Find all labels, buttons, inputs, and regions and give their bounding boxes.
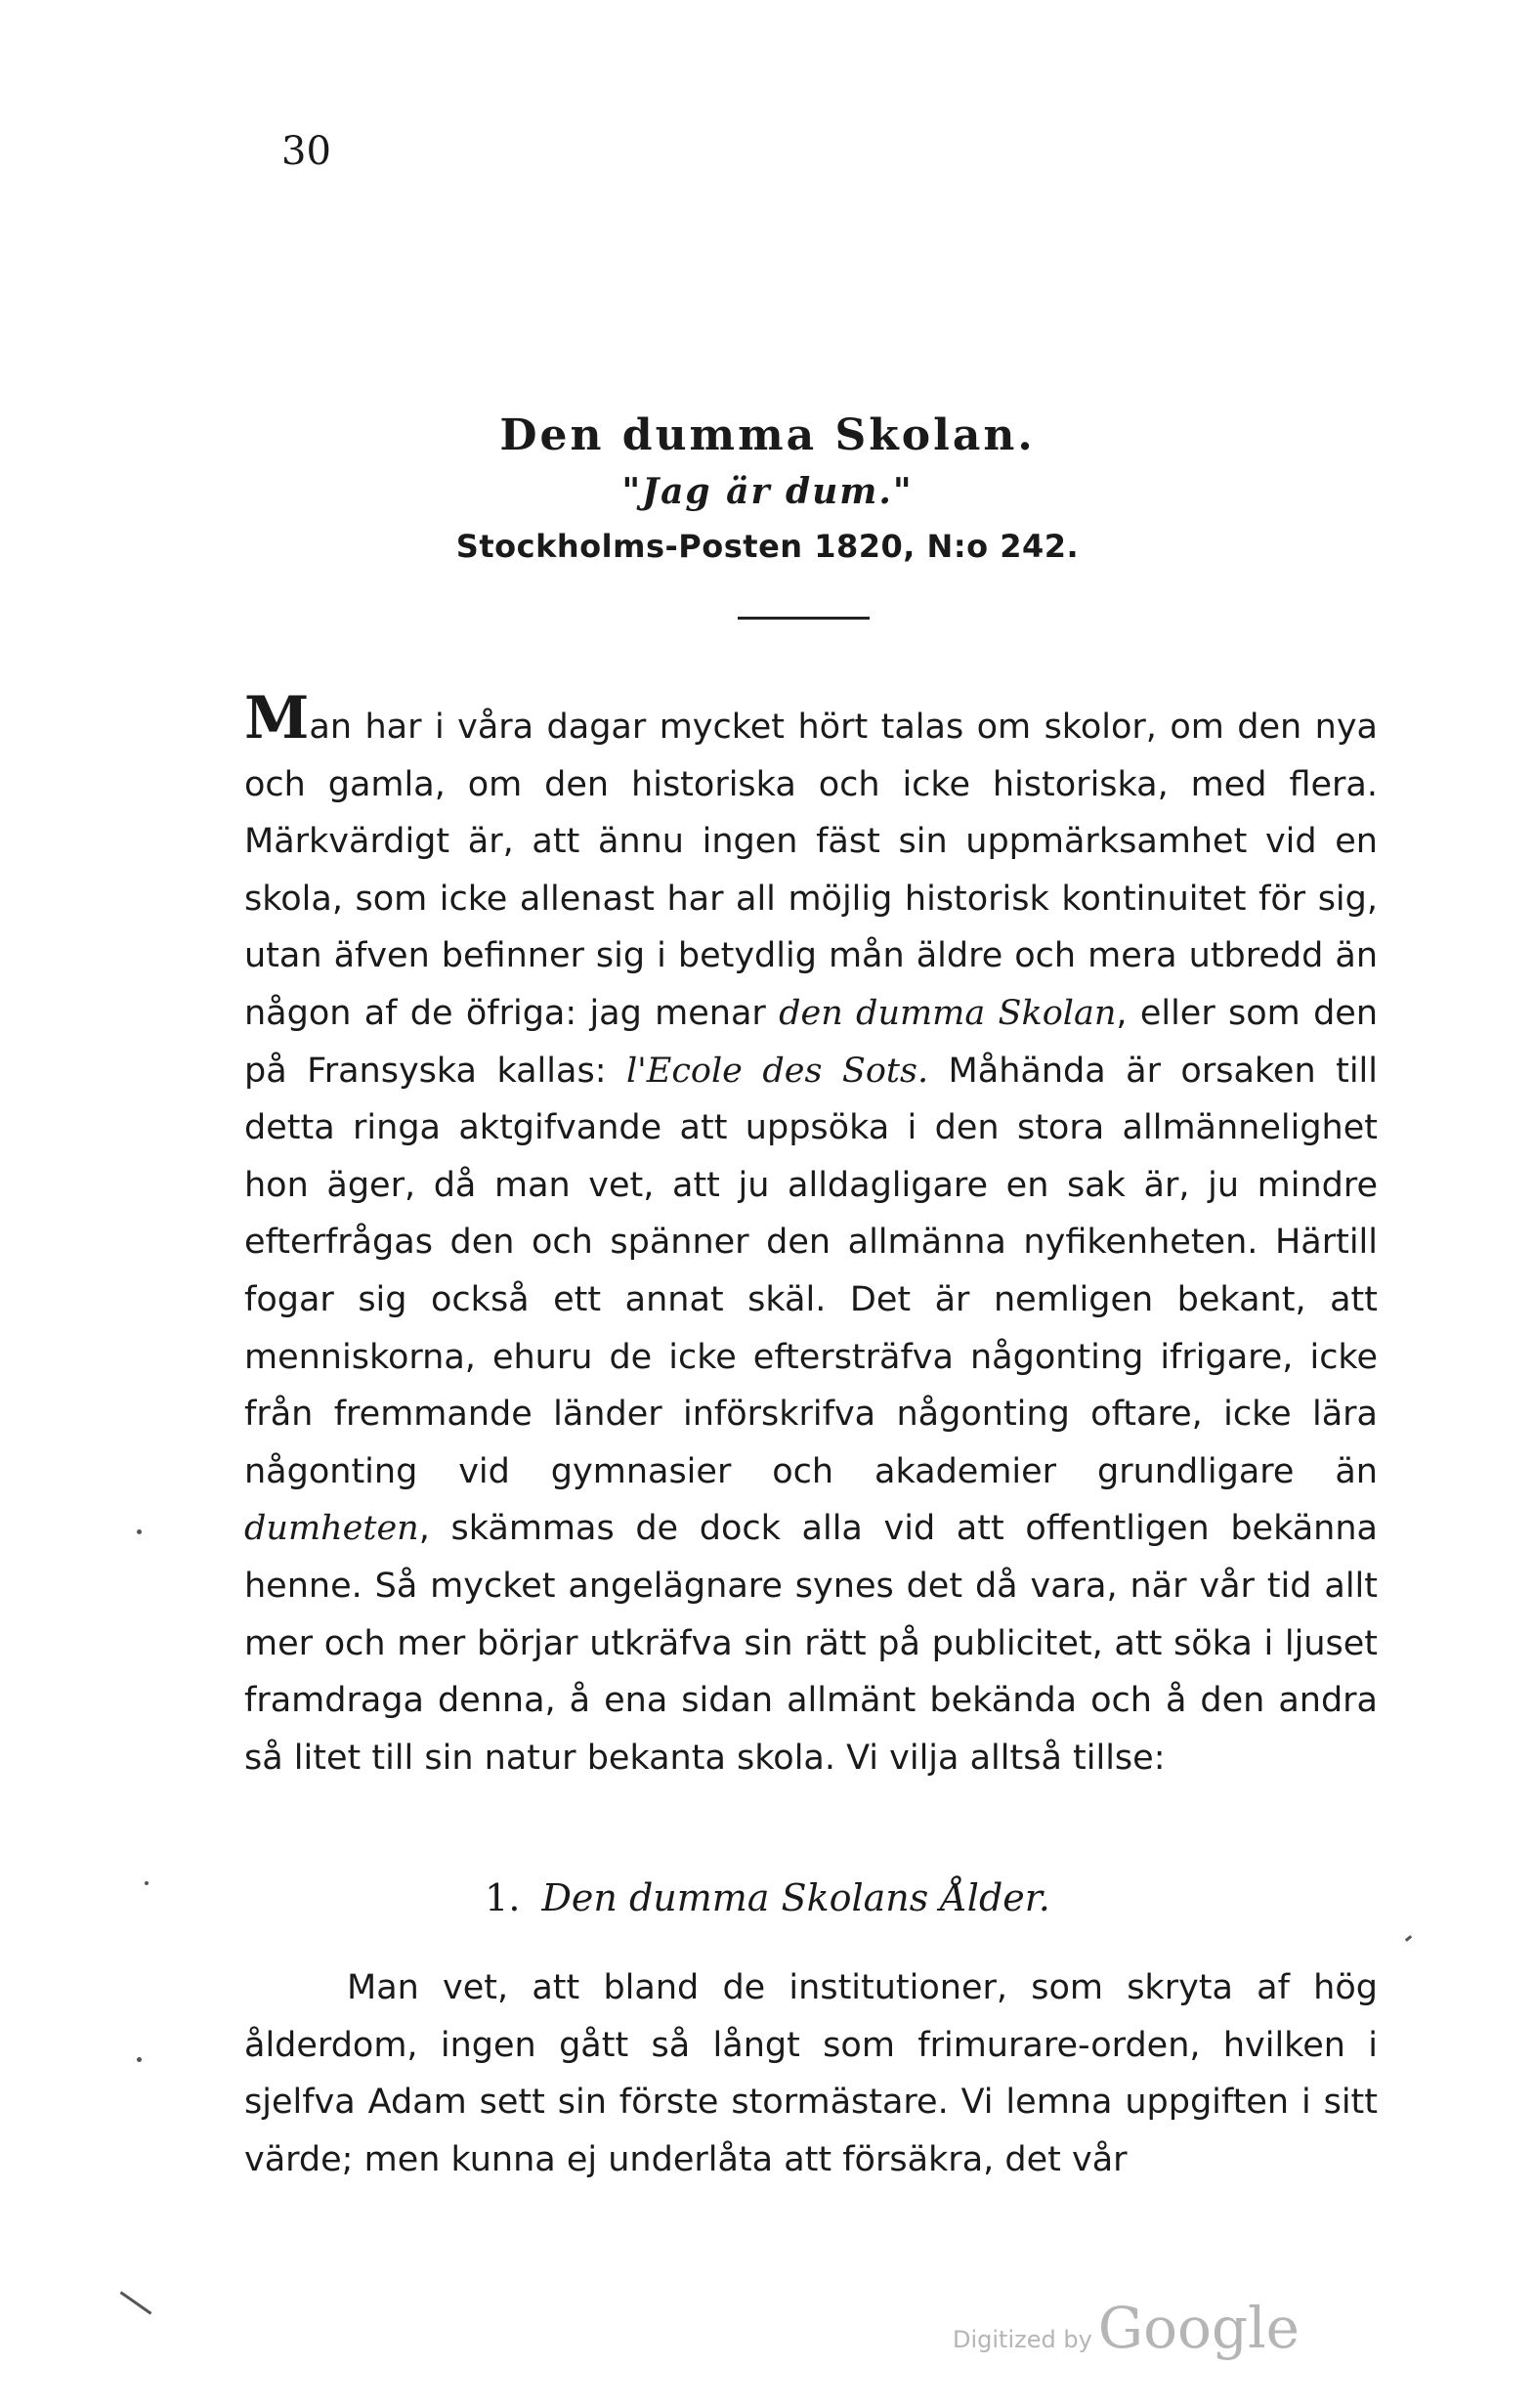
body-paragraph-2: Man vet, att bland de institutioner, som skryta af hög ålderdom, ingen gått så långt som frimurare-orden, hvilken i sjelfva Adam sett sin förste stormästare. Vi lemna uppgiften i sitt värde; men kunna ej underlåta att försäkra, det vår bbox=[244, 1968, 1378, 2179]
chapter-title: Den dumma Skolan. bbox=[499, 410, 1036, 460]
emphasis-text: dumheten bbox=[244, 1509, 419, 1549]
scan-speck bbox=[145, 1881, 149, 1885]
paragraph-text: Måhända är orsaken till detta ringa aktgifvande att uppsöka i den stora allmännelighet hon äger, då man vet, att ju alldagligare en sak är, ju mindre efterfrågas den och spänner den allmänna nyfikenheten. Härtill fogar sig också ett annat skäl. Det är nemligen bekant, att menniskorna, ehuru de icke eftersträfva någonting ifrigare, icke från fremmande länder införskrifva någonting oftare, icke lära någonting vid gymnasier och akademier grundligare än bbox=[244, 1051, 1378, 1491]
epigraph: "Jag är dum." bbox=[621, 471, 914, 512]
digitized-watermark bbox=[953, 2295, 1300, 2361]
paragraph-text: an har i våra dagar mycket hört talas om skolor, om den nya och gamla, om den historiska och icke historiska, med flera. Märkvärdigt är, att ännu ingen fäst sin uppmärksamhet vid en skola, som icke allenast har all möjlig historisk kontinuitet för sig, utan äfven befinner sig i betydlig mån äldre och mera utbredd än någon af de öfriga: jag menar bbox=[244, 708, 1378, 1033]
emphasis-text: l'Ecole des Sots. bbox=[625, 1051, 929, 1091]
scan-speck bbox=[137, 1529, 142, 1534]
section-number: 1. bbox=[485, 1876, 521, 1919]
watermark-prefix: Digitized by bbox=[953, 2326, 1092, 2353]
section-title: Den dumma Skolans Ålder. bbox=[541, 1876, 1050, 1919]
title-rule-divider bbox=[738, 617, 870, 620]
scan-speck bbox=[1405, 1935, 1412, 1942]
page-number: 30 bbox=[281, 129, 331, 174]
drop-initial: M bbox=[244, 684, 310, 752]
paragraph-text: , eller som den på Fransyska kallas: bbox=[244, 993, 1378, 1091]
section-heading bbox=[0, 1876, 1535, 1919]
emphasis-text: den dumma Skolan bbox=[779, 993, 1117, 1033]
google-logo: Google bbox=[1097, 2295, 1300, 2361]
epigraph-citation: Stockholms-Posten 1820, N:o 242. bbox=[455, 528, 1080, 565]
paragraph-text: , skämmas de dock alla vid att offentligen bekänna henne. Så mycket angelägnare synes det då vara, när vår tid allt mer och mer börjar utkräfva sin rätt på publicitet, att söka i ljuset framdraga denna, å ena sidan allmänt bekända och å den andra så litet till sin natur bekanta skola. Vi vilja alltså tillse: bbox=[244, 1509, 1378, 1778]
scan-speck bbox=[120, 2291, 152, 2314]
body-paragraph-1 bbox=[244, 684, 1378, 1786]
scan-speck bbox=[137, 2057, 142, 2062]
